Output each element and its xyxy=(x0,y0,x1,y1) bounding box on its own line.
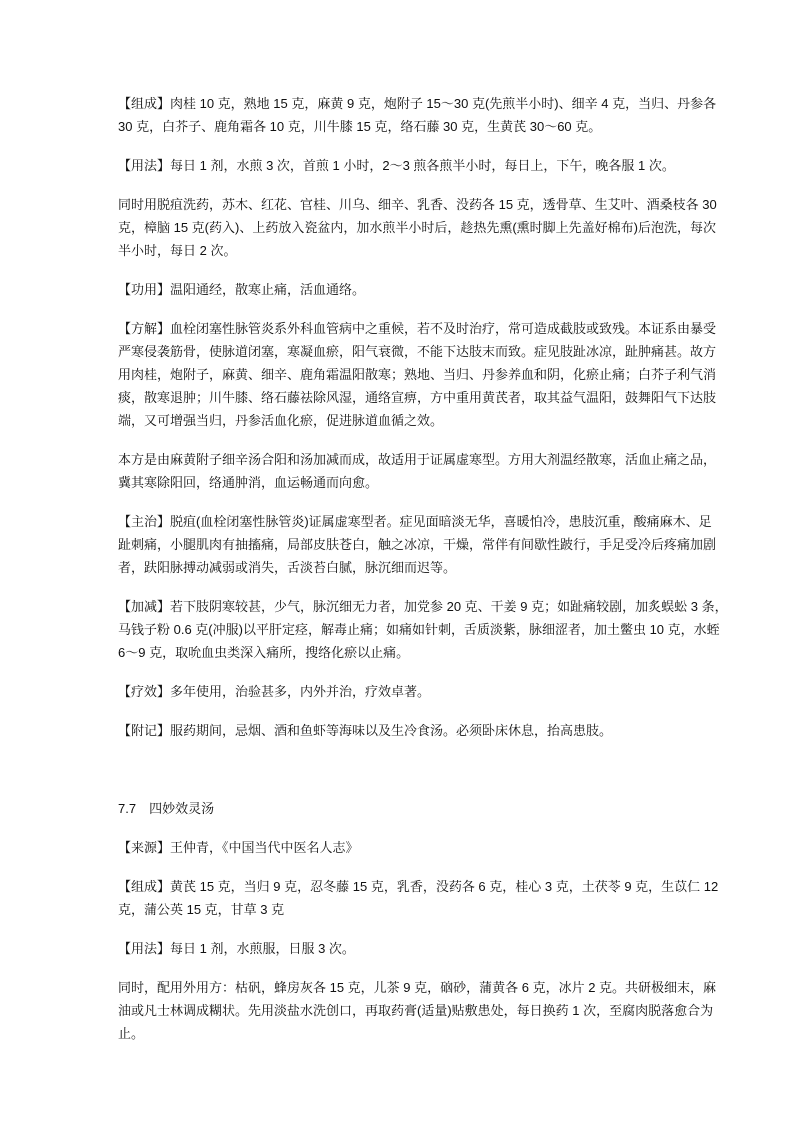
text-line: 趾刺痛，小腿肌肉有抽搐痛，局部皮肤苍白，触之冰凉，干燥，常伴有间歇性跛行，手足受冷后疼痛加剧 xyxy=(118,537,717,552)
paragraph xyxy=(118,875,719,921)
text-line: 30 克，白芥子、鹿角霜各 10 克，川牛膝 15 克，络石藤 30 克，生黄芪 30～60 克。 xyxy=(118,119,602,134)
text-line: 同时，配用外用方：枯矾，蜂房灰各 15 克，儿茶 9 克，硇砂，蒲黄各 6 克，冰片 2 克。共研极细末，麻 xyxy=(118,980,717,995)
text-line: 同时用脱疽洗药，苏木、红花、官桂、川乌、细辛、乳香、没药各 15 克，透骨草、生艾叶、酒桑枝各 30 xyxy=(118,197,717,212)
text-line: 本方是由麻黄附子细辛汤合阳和汤加减而成，故适用于证属虚寒型。方用大剂温经散寒，活血止痛之品， xyxy=(118,452,717,467)
text-line: 【主治】脱疽(血栓闭塞性脉管炎)证属虚寒型者。症见面暗淡无华，喜暖怕冷，患肢沉重，酸痛麻木、足 xyxy=(118,514,712,529)
section-7-6-body xyxy=(118,92,728,742)
paragraph xyxy=(118,278,692,301)
text-line: 【功用】温阳通经，散寒止痛，活血通络。 xyxy=(118,282,366,297)
text-line: 克，樟脑 15 克(药入)、上药放入瓷盆内，加水煎半小时后，趁热先熏(熏时脚上先盖好棉布)后泡洗，每次 xyxy=(118,220,717,235)
paragraph xyxy=(118,937,692,960)
paragraph xyxy=(118,92,717,138)
text-line: 油或凡士林调成糊状。先用淡盐水洗创口，再取药膏(适量)贴敷患处，每日换药 1 次，至腐肉脱落愈合为 xyxy=(118,1003,714,1018)
text-line: 用肉桂，炮附子，麻黄、细辛、鹿角霜温阳散寒；熟地、当归、丹参养血和阴，化瘀止痛；白芥子利气消 xyxy=(118,367,717,382)
text-line: 【加减】若下肢阴寒较甚，少气，脉沉细无力者，加党参 20 克、干姜 9 克；如趾痛较剧，加炙蜈蚣 3 条， xyxy=(118,599,728,614)
text-line: 止。 xyxy=(118,1026,145,1041)
text-line: 【组成】肉桂 10 克，熟地 15 克，麻黄 9 克，炮附子 15～30 克(先煎半小时)、细辛 4 克，当归、丹参各 xyxy=(118,96,717,111)
text-line: 【附记】服药期间，忌烟、酒和鱼虾等海味以及生冷食汤。必须卧床休息，抬高患肢。 xyxy=(118,723,613,738)
paragraph xyxy=(118,154,692,177)
section-7-7-body xyxy=(118,836,719,1045)
paragraph xyxy=(118,836,692,859)
text-line: 【方解】血栓闭塞性脉管炎系外科血管病中之重候，若不及时治疗，常可造成截肢或致残。本证系由暴受 xyxy=(118,321,717,336)
text-line: 【疗效】多年使用，治验甚多，内外并治，疗效卓著。 xyxy=(118,684,431,699)
paragraph xyxy=(118,317,717,432)
text-line: 严寒侵袭筋骨，使脉道闭塞，寒凝血瘀，阳气衰微，不能下达肢末而致。症见肢趾冰凉，趾肿痛甚。故方 xyxy=(118,344,717,359)
text-line: 半小时，每日 2 次。 xyxy=(118,243,237,258)
text-line: 6～9 克，取吮血虫类深入痛所，搜络化瘀以止痛。 xyxy=(118,645,410,660)
text-line: 【来源】王仲青，《中国当代中医名人志》 xyxy=(118,840,359,855)
text-line: 【用法】每日 1 剂，水煎 3 次，首煎 1 小时，2～3 煎各煎半小时，每日上，下午，晚各服 1 次。 xyxy=(118,158,675,173)
text-line: 痰，散寒退肿；川牛膝、络石藤祛除风湿，通络宣痹，方中重用黄芪者，取其益气温阳，鼓舞阳气下达肢 xyxy=(118,390,717,405)
paragraph xyxy=(118,719,692,742)
text-line: 端，又可增强当归，丹参活血化瘀，促进脉道血循之效。 xyxy=(118,413,444,428)
document-page xyxy=(118,92,728,1061)
paragraph xyxy=(118,448,717,494)
text-line: 冀其寒除阳回，络通肿消，血运畅通而向愈。 xyxy=(118,475,379,490)
paragraph xyxy=(118,680,692,703)
text-line: 【组成】黄芪 15 克，当归 9 克，忍冬藤 15 克，乳香，没药各 6 克，桂心 3 克，土茯苓 9 克，生苡仁 12 xyxy=(118,879,719,894)
section-heading: 7.7 四妙效灵汤 xyxy=(118,801,215,816)
text-line: 【用法】每日 1 剂，水煎服，日服 3 次。 xyxy=(118,941,355,956)
paragraph xyxy=(118,595,728,664)
paragraph xyxy=(118,193,717,262)
paragraph xyxy=(118,510,717,579)
text-line: 克，蒲公英 15 克，甘草 3 克 xyxy=(118,902,285,917)
paragraph xyxy=(118,976,717,1045)
text-line: 者，趺阳脉搏动减弱或消失，舌淡苔白腻，脉沉细而迟等。 xyxy=(118,560,457,575)
text-line: 马钱子粉 0.6 克(冲服)以平肝定痉，解毒止痛；如痛如针刺，舌质淡紫，脉细涩者，加土鳖虫 10 克，水蛭 xyxy=(118,622,720,637)
